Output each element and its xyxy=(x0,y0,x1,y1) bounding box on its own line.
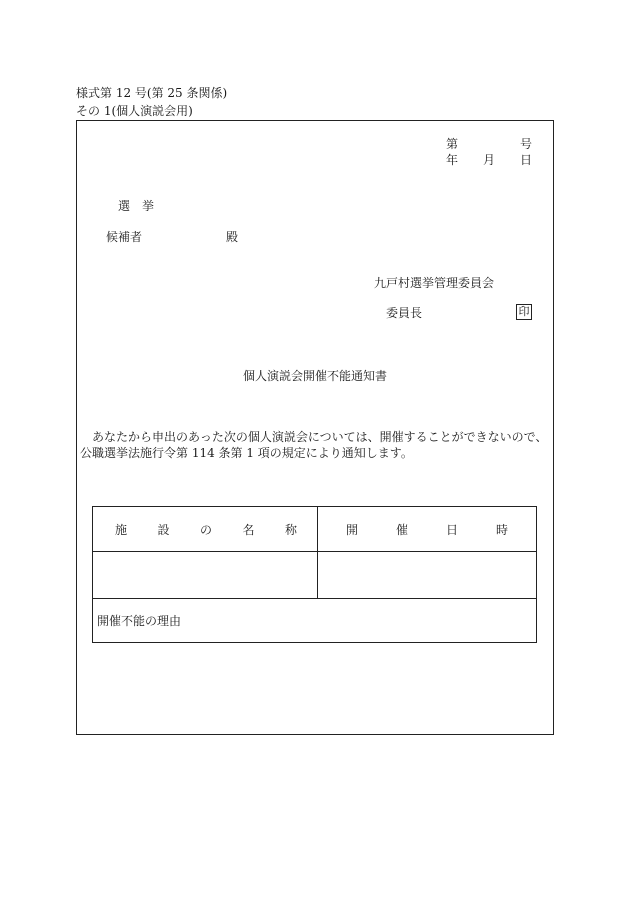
facility-header-char: 名 xyxy=(242,522,255,537)
datetime-cell[interactable] xyxy=(318,552,537,599)
date-day: 日 xyxy=(519,153,532,167)
form-subtype-header: その 1(個人演説会用) xyxy=(76,104,193,118)
facility-header-char: 称 xyxy=(284,522,297,537)
datetime-header-char: 日 xyxy=(445,522,458,537)
number-line xyxy=(446,137,532,151)
table-value-row xyxy=(93,552,537,599)
datetime-header xyxy=(318,507,537,552)
facility-header-char: 設 xyxy=(157,522,170,537)
date-month: 月 xyxy=(482,153,495,167)
facility-name-header xyxy=(93,507,318,552)
date-line xyxy=(446,153,532,167)
number-dai: 第 xyxy=(446,137,459,151)
body-line-2: 公職選挙法施行令第 114 条第 1 項の規定により通知します。 xyxy=(80,446,413,460)
seal-mark: 印 xyxy=(516,304,532,320)
issuer-committee: 九戸村選挙管理委員会 xyxy=(374,276,495,290)
facility-header-char: 施 xyxy=(115,522,128,537)
candidate-honorific: 殿 xyxy=(226,230,239,244)
datetime-header-char: 開 xyxy=(346,522,359,537)
table-header-row xyxy=(93,507,537,552)
issuer-chair: 委員長 xyxy=(386,306,423,320)
datetime-header-char: 催 xyxy=(395,522,408,537)
document-title: 個人演説会開催不能通知書 xyxy=(242,369,387,383)
reason-cell[interactable] xyxy=(93,599,537,643)
facility-name-cell[interactable] xyxy=(93,552,318,599)
reason-row xyxy=(93,599,537,643)
reason-label: 開催不能の理由 xyxy=(97,614,182,628)
facility-table xyxy=(92,506,537,643)
number-go: 号 xyxy=(519,137,532,151)
election-label: 選 挙 xyxy=(118,199,155,213)
facility-header-char: の xyxy=(199,522,212,537)
form-number-header: 様式第 12 号(第 25 条関係) xyxy=(76,86,228,100)
datetime-header-char: 時 xyxy=(495,522,508,537)
candidate-label: 候補者 xyxy=(106,230,143,244)
date-year: 年 xyxy=(446,153,459,167)
body-line-1: あなたから申出のあった次の個人演説会については、開催することができないので、 xyxy=(92,430,548,444)
